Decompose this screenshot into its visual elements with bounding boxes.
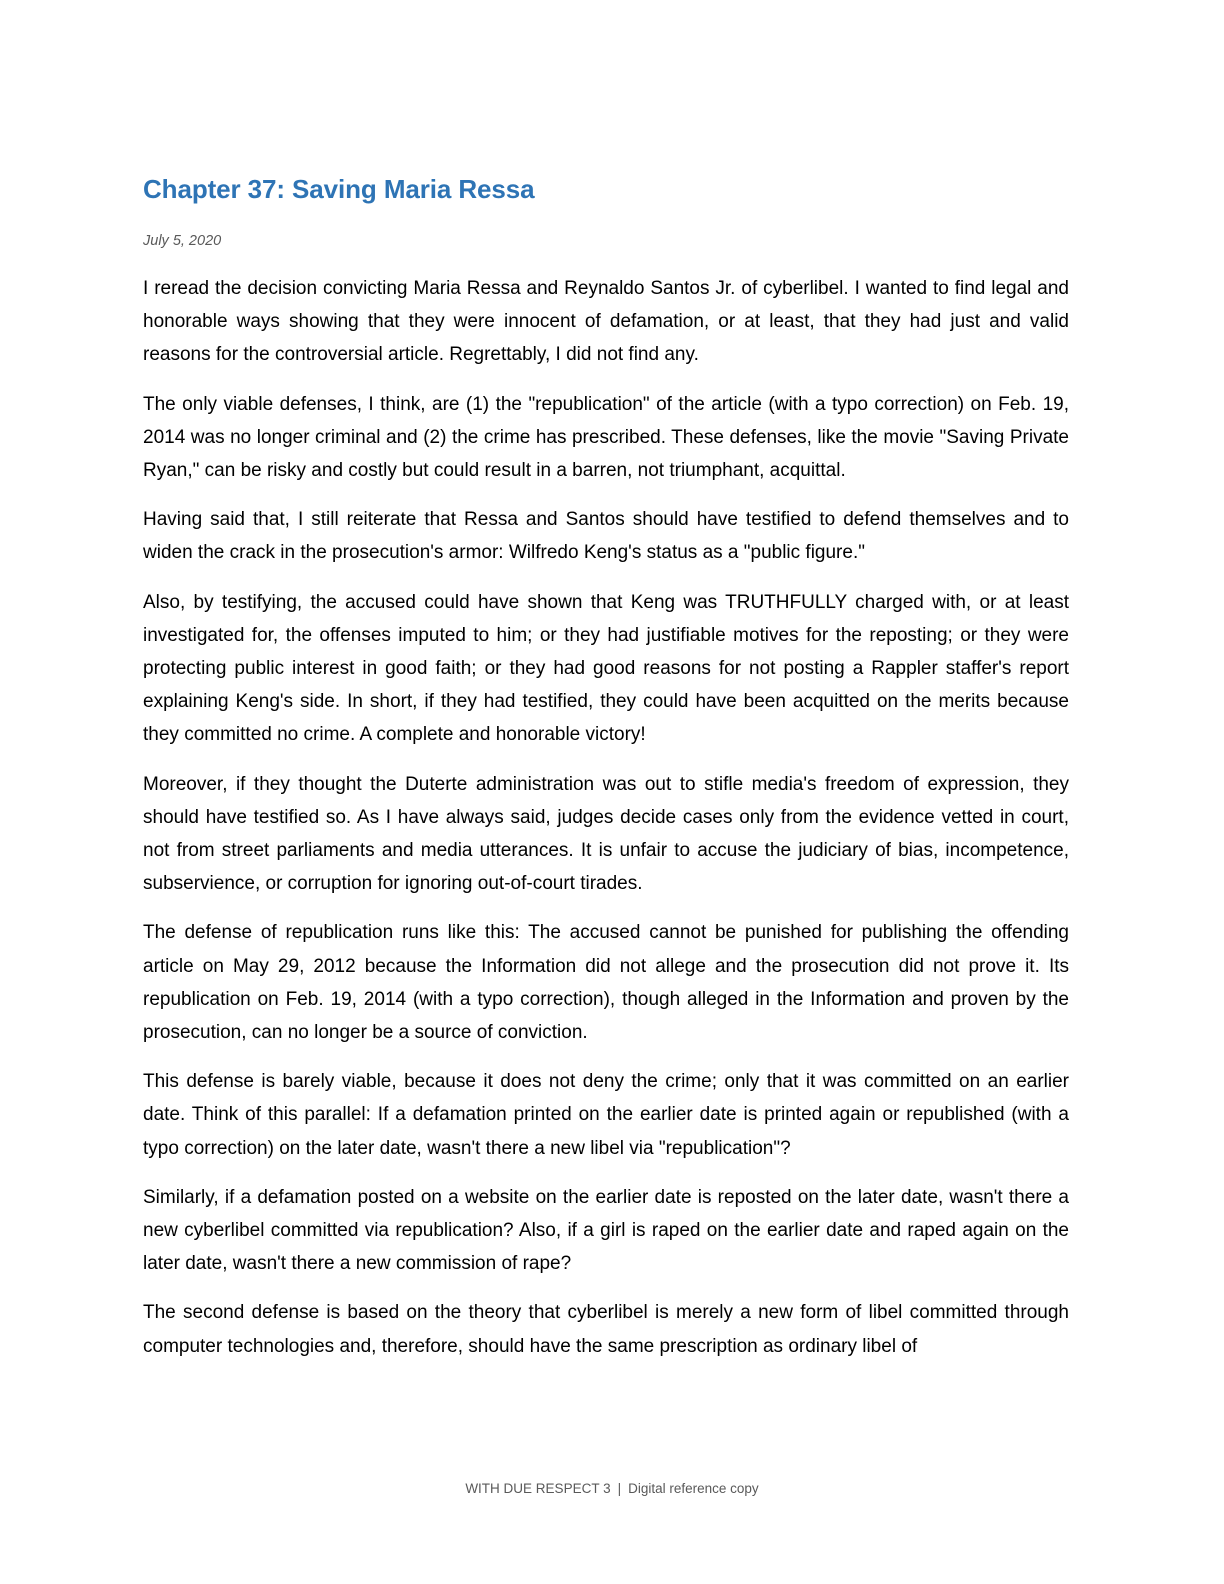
paragraph: Similarly, if a defamation posted on a website on the earlier date is reposted on the later date, wasn't there a new cyberlibel committed via republication? Also, if a girl is raped on the earlier date and raped again on the later date, wasn't there a new commission of rape? [143, 1186, 1069, 1275]
page-content [143, 172, 1069, 1379]
paragraph: I reread the decision convicting Maria Ressa and Reynaldo Santos Jr. of cyberlibel. I wanted to find legal and honorable ways showing that they were innocent of defamation, or at least, that they had just and valid reasons for the controversial article. Regrettably, I did not find any. [143, 278, 1069, 366]
body-text [143, 272, 1069, 1363]
footer-book-title: WITH DUE RESPECT 3 [465, 1481, 611, 1496]
paragraph: The second defense is based on the theory that cyberlibel is merely a new form of libel committed through computer technologies and, therefore, should have the same prescription as ordinary libel of [143, 1302, 1069, 1357]
paragraph: The defense of republication runs like this: The accused cannot be punished for publishing the offending article on May 29, 2012 because the Information did not allege and the prosecution did not prove it. Its republication on Feb. 19, 2014 (with a typo correction), though alleged in the Information and proven by the prosecution, can no longer be a source of conviction. [143, 922, 1069, 1044]
chapter-date: July 5, 2020 [143, 233, 222, 249]
chapter-title: Chapter 37: Saving Maria Ressa [143, 174, 535, 204]
paragraph: Also, by testifying, the accused could have shown that Keng was TRUTHFULLY charged with, or at least investigated for, the offenses imputed to him; or they had justifiable motives for the reposting; or they were protecting public interest in good faith; or they had good reasons for not posting a Rappler staffer's report explaining Keng's side. In short, if they had testified, they could have been acquitted on the merits because they committed no crime. A complete and honorable victory! [143, 591, 1069, 746]
footer-separator: | [617, 1481, 622, 1496]
paragraph: This defense is barely viable, because it does not deny the crime; only that it was committed on an earlier date. Think of this parallel: If a defamation printed on the earlier date is printed again or republished (with a typo correction) on the later date, wasn't there a new libel via "republication"? [143, 1071, 1069, 1159]
paragraph: Having said that, I still reiterate that Ressa and Santos should have testified to defend themselves and to widen the crack in the prosecution's armor: Wilfredo Keng's status as a "public figure." [143, 509, 1069, 564]
paragraph: The only viable defenses, I think, are (1) the "republication" of the article (with a typo correction) on Feb. 19, 2014 was no longer criminal and (2) the crime has prescribed. These defenses, like the movie "Saving Private Ryan," can be risky and costly but could result in a barren, not triumphant, acquittal. [143, 393, 1069, 482]
footer-note: Digital reference copy [628, 1481, 759, 1496]
page-footer [0, 1479, 1224, 1499]
paragraph: Moreover, if they thought the Duterte administration was out to stifle media's freedom of expression, they should have testified so. As I have always said, judges decide cases only from the evidence vetted in court, not from street parliaments and media utterances. It is unfair to accuse the judiciary of bias, incompetence, subservience, or corruption for ignoring out-of-court tirades. [143, 773, 1069, 895]
